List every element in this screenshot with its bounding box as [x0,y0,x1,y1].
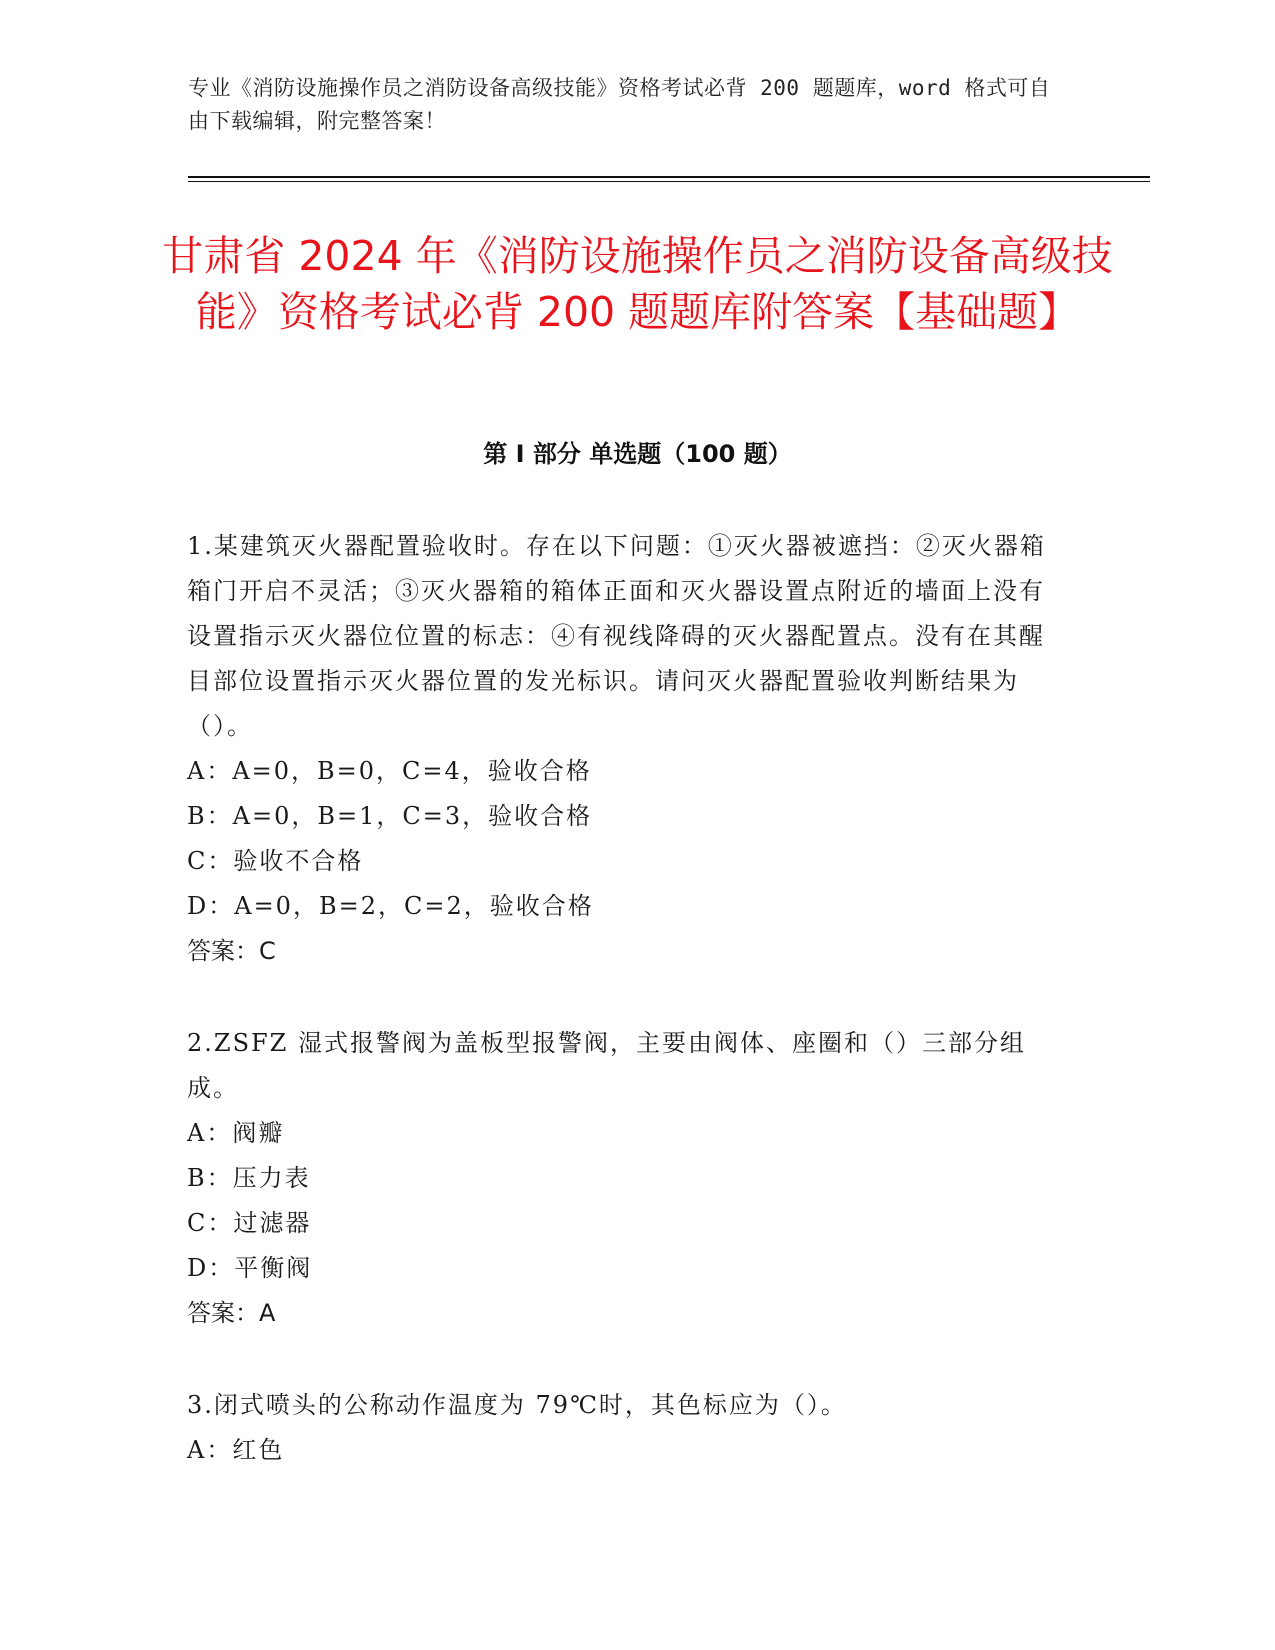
question-3 [187,1383,1067,1473]
option-b: B：A=0，B=1，C=3，验收合格 [187,802,593,830]
question-stem: 3.闭式喷头的公称动作温度为 79℃时，其色标应为（）。 [187,1391,847,1419]
option-a: A：红色 [187,1436,285,1464]
option-d: D：A=0，B=2，C=2，验收合格 [187,892,594,920]
answer-line: 答案：C [187,937,276,965]
question-2 [187,1021,1067,1336]
question-stem: 2.ZSFZ 湿式报警阀为盖板型报警阀，主要由阀体、座圈和（）三部分组成。 [187,1029,1026,1102]
header-note: 专业《消防设施操作员之消防设备高级技能》资格考试必背 200 题题库，word 格式可自由下载编辑，附完整答案！ [188,76,1051,133]
question-list [187,524,1067,1520]
document-title: 甘肃省 2024 年《消防设施操作员之消防设备高级技能》资格考试必背 200 题题库附答案【基础题】 [162,232,1113,336]
answer-line: 答案：A [187,1299,276,1327]
option-c: C：验收不合格 [187,847,364,875]
question-1 [187,524,1067,974]
header-rule-thin [188,181,1150,182]
option-c: C：过滤器 [187,1209,312,1237]
option-a: A：阀瓣 [187,1119,285,1147]
section-title: 第 I 部分 单选题（100 题） [483,440,792,468]
header-rule-thick [188,176,1150,178]
option-d: D：平衡阀 [187,1254,313,1282]
option-a: A：A=0，B=0，C=4，验收合格 [187,757,592,785]
question-stem: 1.某建筑灭火器配置验收时。存在以下问题：①灭火器被遮挡：②灭火器箱箱门开启不灵活；③灭火器箱的箱体正面和灭火器设置点附近的墙面上没有设置指示灭火器位位置的标志：④有视线降碍的灭火器配置点。没有在其醒目部位设置指示灭火器位置的发光标识。请问灭火器配置验收判断结果为（）。 [187,532,1046,740]
option-b: B：压力表 [187,1164,311,1192]
